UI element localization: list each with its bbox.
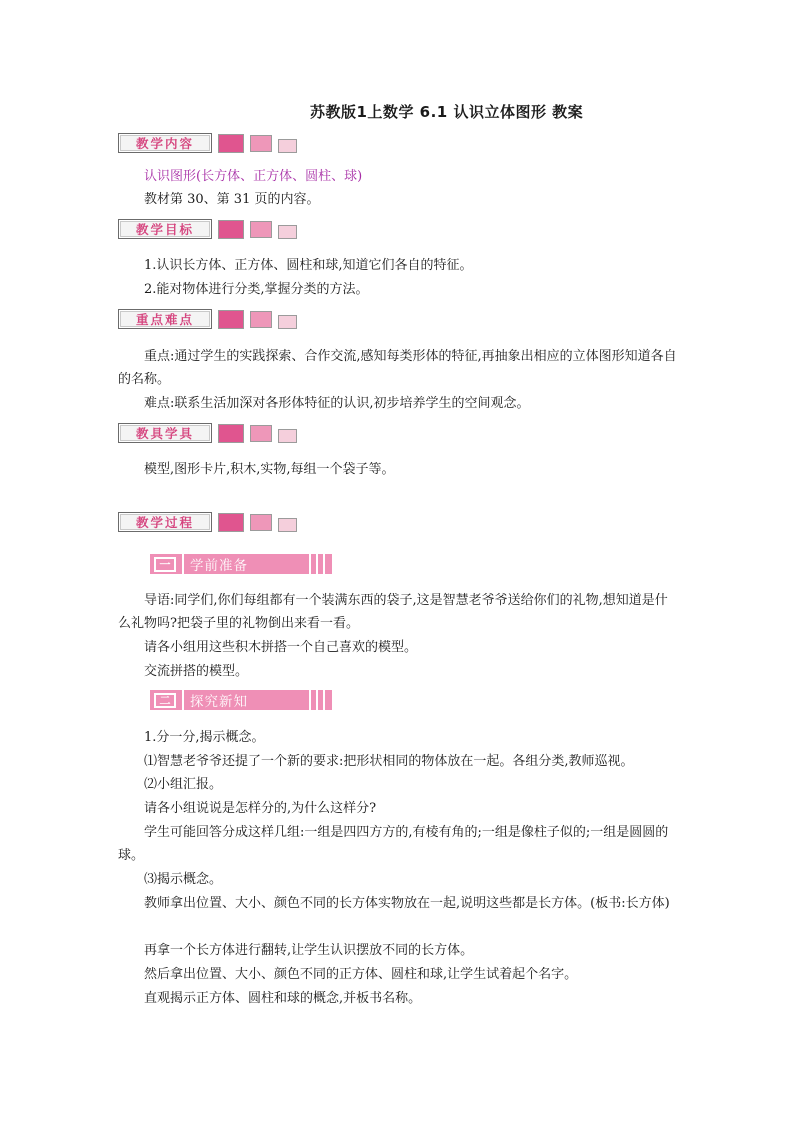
subsection-number: 一 bbox=[154, 557, 176, 572]
step-text: 教师拿出位置、大小、颜色不同的长方体实物放在一起,说明这些都是长方体。(板书:长方体) bbox=[144, 896, 670, 911]
step-text: 然后拿出位置、大小、颜色不同的正方体、圆柱和球,让学生试着起个名字。 bbox=[144, 967, 578, 982]
section-label: 教具学具 bbox=[118, 423, 212, 443]
step-text: ⑴智慧老爷爷还提了一个新的要求:把形状相同的物体放在一起。各组分类,教师巡视。 bbox=[144, 754, 634, 769]
tools-text: 模型,图形卡片,积木,实物,每组一个袋子等。 bbox=[144, 462, 395, 477]
content-pages: 教材第 30、第 31 页的内容。 bbox=[144, 192, 320, 207]
decor-block-dark bbox=[218, 134, 244, 153]
decor-block-dark bbox=[218, 220, 244, 239]
content-topic: 认识图形(长方体、正方体、圆柱、球) bbox=[144, 169, 363, 184]
step-text: 请各小组说说是怎样分的,为什么这样分? bbox=[144, 801, 377, 816]
subsection-stripes bbox=[304, 690, 328, 710]
intro-text: 导语:同学们,你们每组都有一个装满东西的袋子,这是智慧老爷爷送给你们的礼物,想知道是什么礼物吗?把袋子里的礼物倒出来看一看。 bbox=[118, 593, 668, 631]
activity-text: 交流拼搭的模型。 bbox=[144, 664, 249, 679]
step-text: 再拿一个长方体进行翻转,让学生认识摆放不同的长方体。 bbox=[144, 943, 474, 958]
decor-block-light bbox=[278, 429, 297, 443]
decor-block-dark bbox=[218, 310, 244, 329]
decor-block-light bbox=[278, 315, 297, 329]
subsection-divider bbox=[182, 554, 184, 574]
step-text: 1.分一分,揭示概念。 bbox=[144, 730, 265, 745]
subsection-number: 二 bbox=[154, 693, 176, 708]
step-text: ⑶揭示概念。 bbox=[144, 872, 223, 887]
section-header-process bbox=[118, 512, 297, 532]
decor-block-medium bbox=[250, 135, 272, 152]
decor-block-light bbox=[278, 518, 297, 532]
goal-item: 1.认识长方体、正方体、圆柱和球,知道它们各自的特征。 bbox=[144, 258, 473, 273]
step-text: ⑵小组汇报。 bbox=[144, 777, 223, 792]
decor-block-medium bbox=[250, 311, 272, 328]
section-header-tools bbox=[118, 423, 297, 443]
decor-block-medium bbox=[250, 425, 272, 442]
step-text: 直观揭示正方体、圆柱和球的概念,并板书名称。 bbox=[144, 991, 422, 1006]
activity-text: 请各小组用这些积木拼搭一个自己喜欢的模型。 bbox=[144, 640, 418, 655]
subsection-header-preparation bbox=[150, 554, 332, 574]
section-header-key-points bbox=[118, 309, 297, 329]
decor-block-light bbox=[278, 225, 297, 239]
section-label: 教学过程 bbox=[118, 512, 212, 532]
decor-block-dark bbox=[218, 424, 244, 443]
goal-item: 2.能对物体进行分类,掌握分类的方法。 bbox=[144, 282, 369, 297]
subsection-header-explore bbox=[150, 690, 332, 710]
subsection-title: 探究新知 bbox=[190, 694, 248, 710]
section-label: 重点难点 bbox=[118, 309, 212, 329]
section-label: 教学内容 bbox=[118, 133, 212, 153]
difficulty-text: 难点:联系生活加深对各形体特征的认识,初步培养学生的空间观念。 bbox=[144, 396, 530, 411]
subsection-stripes bbox=[304, 554, 328, 574]
decor-block-medium bbox=[250, 514, 272, 531]
step-text: 学生可能回答分成这样几组:一组是四四方方的,有棱有角的;一组是像柱子似的;一组是圆圆的球。 bbox=[118, 825, 669, 863]
decor-block-light bbox=[278, 139, 297, 153]
key-point-text: 重点:通过学生的实践探索、合作交流,感知每类形体的特征,再抽象出相应的立体图形知道各自的名称。 bbox=[118, 349, 677, 387]
subsection-divider bbox=[182, 690, 184, 710]
decor-block-dark bbox=[218, 513, 244, 532]
section-label: 教学目标 bbox=[118, 219, 212, 239]
subsection-title: 学前准备 bbox=[190, 558, 248, 574]
document-title: 苏教版1上数学 6.1 认识立体图形 教案 bbox=[310, 103, 584, 121]
section-header-goals bbox=[118, 219, 297, 239]
decor-block-medium bbox=[250, 221, 272, 238]
section-header-content bbox=[118, 133, 297, 153]
